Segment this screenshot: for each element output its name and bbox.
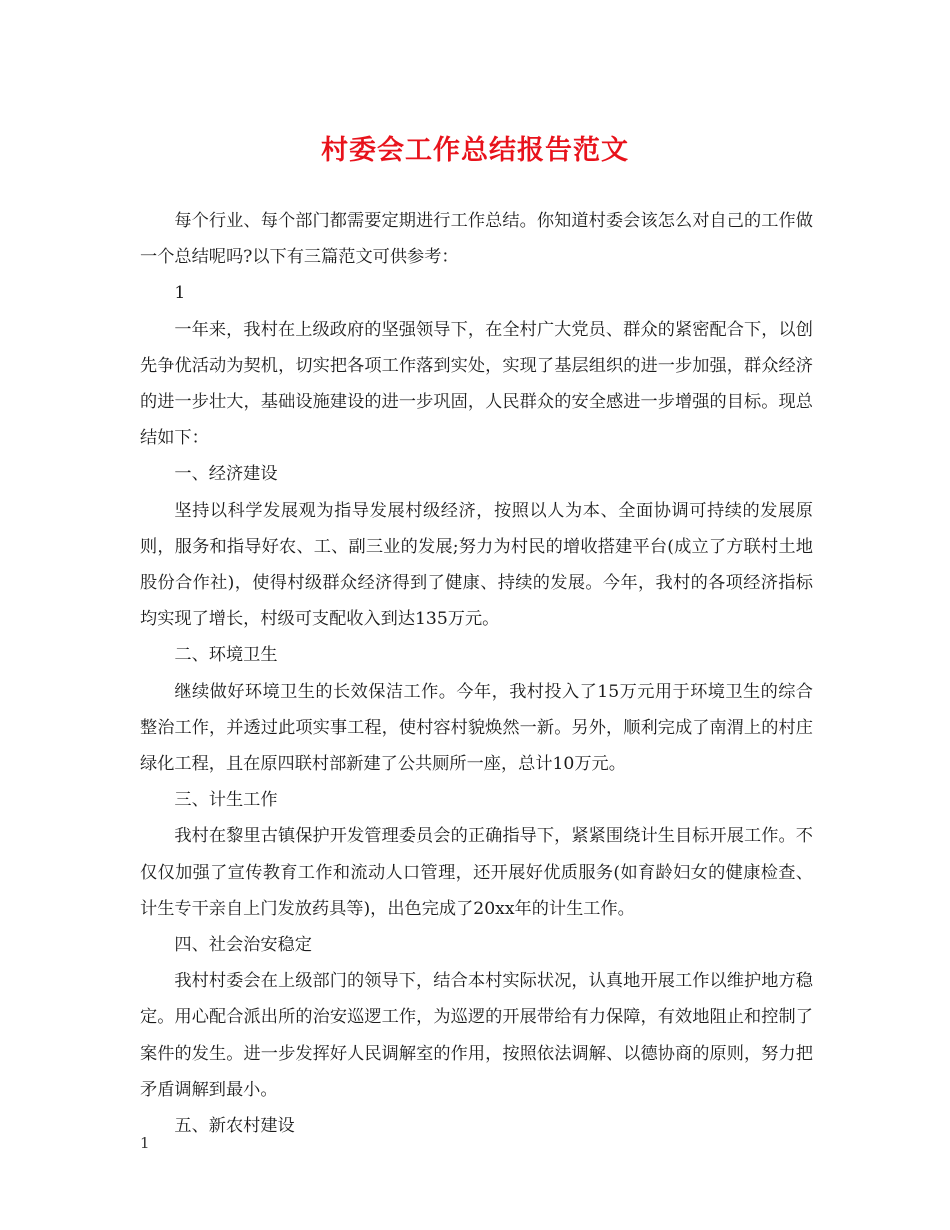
public-security-paragraph: 我村村委会在上级部门的领导下，结合本村实际状况，认真地开展工作以维护地方稳定。用心配合派出所的治安巡逻工作，为巡逻的开展带给有力保障，有效地阻止和控制了案件的发生。进一步发挥好人民调解室的作用，按照依法调解、以德协商的原则，努力把矛盾调解到最小。 xyxy=(140,971,813,1100)
heading-environmental-sanitation: 二、环境卫生 xyxy=(174,645,278,666)
environment-paragraph: 继续做好环境卫生的长效保洁工作。今年，我村投入了15万元用于环境卫生的综合整治工作，并透过此项实事工程，使村容村貌焕然一新。另外，顺利完成了南渭上的村庄绿化工程，且在原四联村部新建了公共厕所一座，总计10万元。 xyxy=(140,681,813,775)
family-planning-paragraph: 我村在黎里古镇保护开发管理委员会的正确指导下，紧紧围绕计生目标开展工作。不仅仅加强了宣传教育工作和流动人口管理，还开展好优质服务(如育龄妇女的健康检查、计生专干亲自上门发放药具等)，出色完成了20xx年的计生工作。 xyxy=(140,826,813,919)
economic-paragraph: 坚持以科学发展观为指导发展村级经济，按照以人为本、全面协调可持续的发展原则，服务和指导好农、工、副三业的发展;努力为村民的增收搭建平台(成立了方联村土地股份合作社)，使得村级群众经济得到了健康、持续的发展。今年，我村的各项经济指标均实现了增长，村级可支配收入到达135万元。 xyxy=(140,500,813,630)
heading-economic-construction: 一、经济建设 xyxy=(174,464,278,485)
document-body xyxy=(140,203,813,1144)
intro-paragraph: 每个行业、每个部门都需要定期进行工作总结。你知道村委会该怎么对自己的工作做一个总结呢吗?以下有三篇范文可供参考： xyxy=(140,211,813,268)
heading-new-rural-construction: 五、新农村建设 xyxy=(174,1116,295,1137)
section-number: 1 xyxy=(174,283,186,304)
summary-paragraph: 一年来，我村在上级政府的坚强领导下，在全村广大党员、群众的紧密配合下，以创先争优活动为契机，切实把各项工作落到实处，实现了基层组织的进一步加强，群众经济的进一步壮大，基础设施建设的进一步巩固，人民群众的安全感进一步增强的目标。现总结如下： xyxy=(140,319,813,449)
heading-public-security: 四、社会治安稳定 xyxy=(174,935,312,956)
heading-family-planning: 三、计生工作 xyxy=(174,790,278,811)
document-title: 村委会工作总结报告范文 xyxy=(321,135,629,166)
page-number: 1 xyxy=(140,1134,150,1152)
